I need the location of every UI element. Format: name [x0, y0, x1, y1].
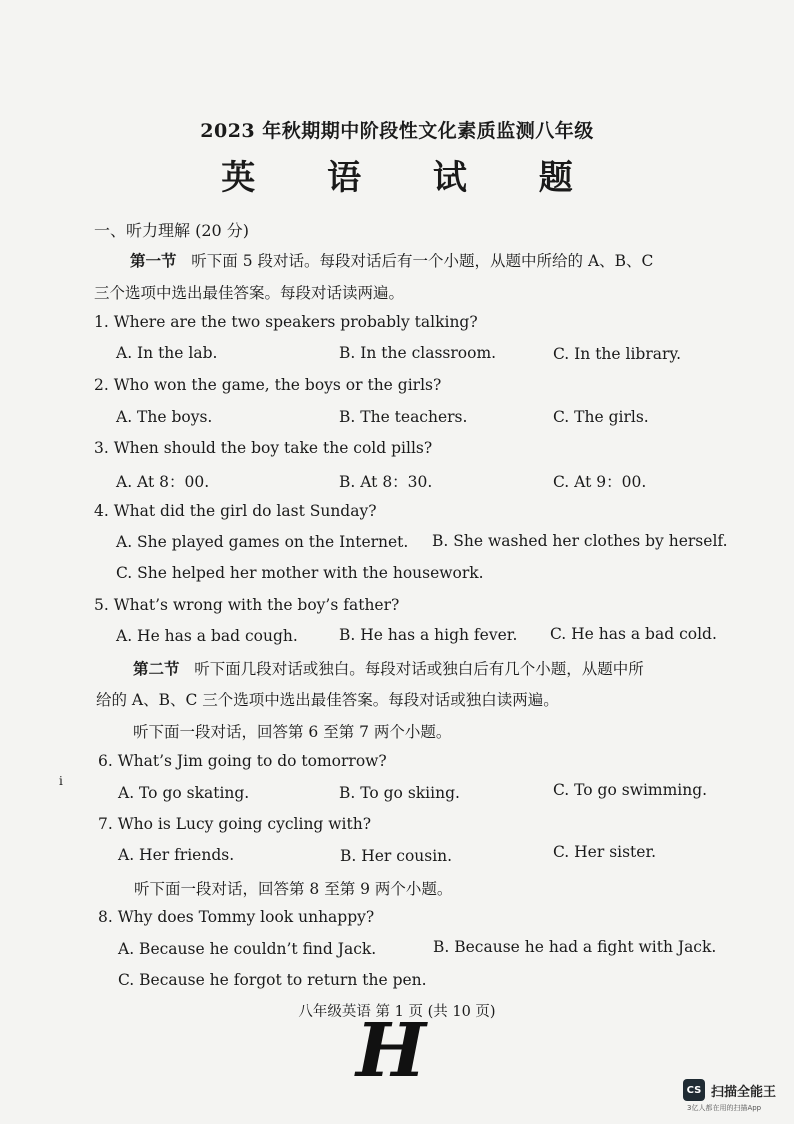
section1-label: 第一节 [130, 251, 177, 270]
q5-option-a: A. He has a bad cough. [116, 627, 298, 645]
section1-instructions [130, 249, 653, 271]
scanner-tagline: 3亿人都在用的扫描App [687, 1104, 762, 1112]
q6-option-c: C. To go swimming. [553, 781, 708, 799]
scanner-badge [683, 1079, 776, 1101]
question-5: 5. What’s wrong with the boy’s father? [94, 596, 400, 614]
section1-instr-line2: 三个选项中选出最佳答案。每段对话读两遍。 [94, 284, 405, 302]
q7-option-c: C. Her sister. [553, 843, 657, 861]
q4-option-a: A. She played games on the Internet. [116, 533, 409, 551]
question-4: 4. What did the girl do last Sunday? [94, 502, 377, 520]
q2-option-c: C. The girls. [553, 408, 649, 426]
q5-option-b: B. He has a high fever. [339, 626, 518, 644]
page-footer: 八年级英语 第 1 页 (共 10 页) [298, 1004, 496, 1020]
q3-option-a: A. At 8：00. [116, 473, 210, 491]
section2-instructions [133, 657, 644, 679]
q4-option-c: C. She helped her mother with the housework. [116, 564, 484, 582]
q2-option-a: A. The boys. [116, 408, 213, 426]
q1-option-a: A. In the lab. [116, 344, 218, 362]
section2-instr-line2: 给的 A、B、C 三个选项中选出最佳答案。每段对话或独白读两遍。 [96, 691, 559, 709]
question-1: 1. Where are the two speakers probably talking? [94, 313, 478, 331]
q3-option-c: C. At 9：00. [553, 473, 647, 491]
q3-option-b: B. At 8：30. [339, 473, 433, 491]
q6-option-a: A. To go skating. [118, 784, 250, 802]
version-letter: H [356, 1008, 424, 1094]
q1-option-c: C. In the library. [553, 345, 682, 363]
q5-option-c: C. He has a bad cold. [550, 625, 717, 643]
exam-subtitle: 2023 年秋期期中阶段性文化素质监测八年级 [200, 120, 594, 142]
section2-instr-line1: 听下面几段对话或独白。每段对话或独白后有几个小题，从题中所 [194, 660, 644, 678]
section2-note-1: 听下面一段对话，回答第 6 至第 7 两个小题。 [133, 723, 452, 741]
section1-instr-line1: 听下面 5 段对话。每段对话后有一个小题，从题中所给的 A、B、C [191, 252, 654, 270]
question-7: 7. Who is Lucy going cycling with? [98, 815, 372, 833]
q7-option-b: B. Her cousin. [340, 847, 453, 865]
section2-label: 第二节 [133, 659, 180, 678]
margin-mark: i [59, 774, 63, 788]
q6-option-b: B. To go skiing. [339, 784, 460, 802]
q4-option-b: B. She washed her clothes by herself. [432, 532, 728, 550]
q8-option-b: B. Because he had a fight with Jack. [433, 938, 717, 956]
question-8: 8. Why does Tommy look unhappy? [98, 908, 375, 926]
scanner-name: 扫描全能王 [711, 1084, 777, 1100]
question-6: 6. What’s Jim going to do tomorrow? [98, 752, 387, 770]
q2-option-b: B. The teachers. [339, 408, 468, 426]
q7-option-a: A. Her friends. [118, 846, 235, 864]
part1-heading: 一、听力理解 (20 分) [94, 221, 250, 240]
exam-title: 英 语 试 题 [221, 158, 603, 198]
q8-option-a: A. Because he couldn’t find Jack. [118, 940, 377, 958]
scanner-logo-icon: CS [683, 1079, 705, 1101]
q8-option-c: C. Because he forgot to return the pen. [118, 971, 427, 989]
q1-option-b: B. In the classroom. [339, 344, 497, 362]
question-2: 2. Who won the game, the boys or the girls? [94, 376, 442, 394]
section2-note-2: 听下面一段对话，回答第 8 至第 9 两个小题。 [134, 880, 453, 898]
question-3: 3. When should the boy take the cold pills? [94, 439, 433, 457]
